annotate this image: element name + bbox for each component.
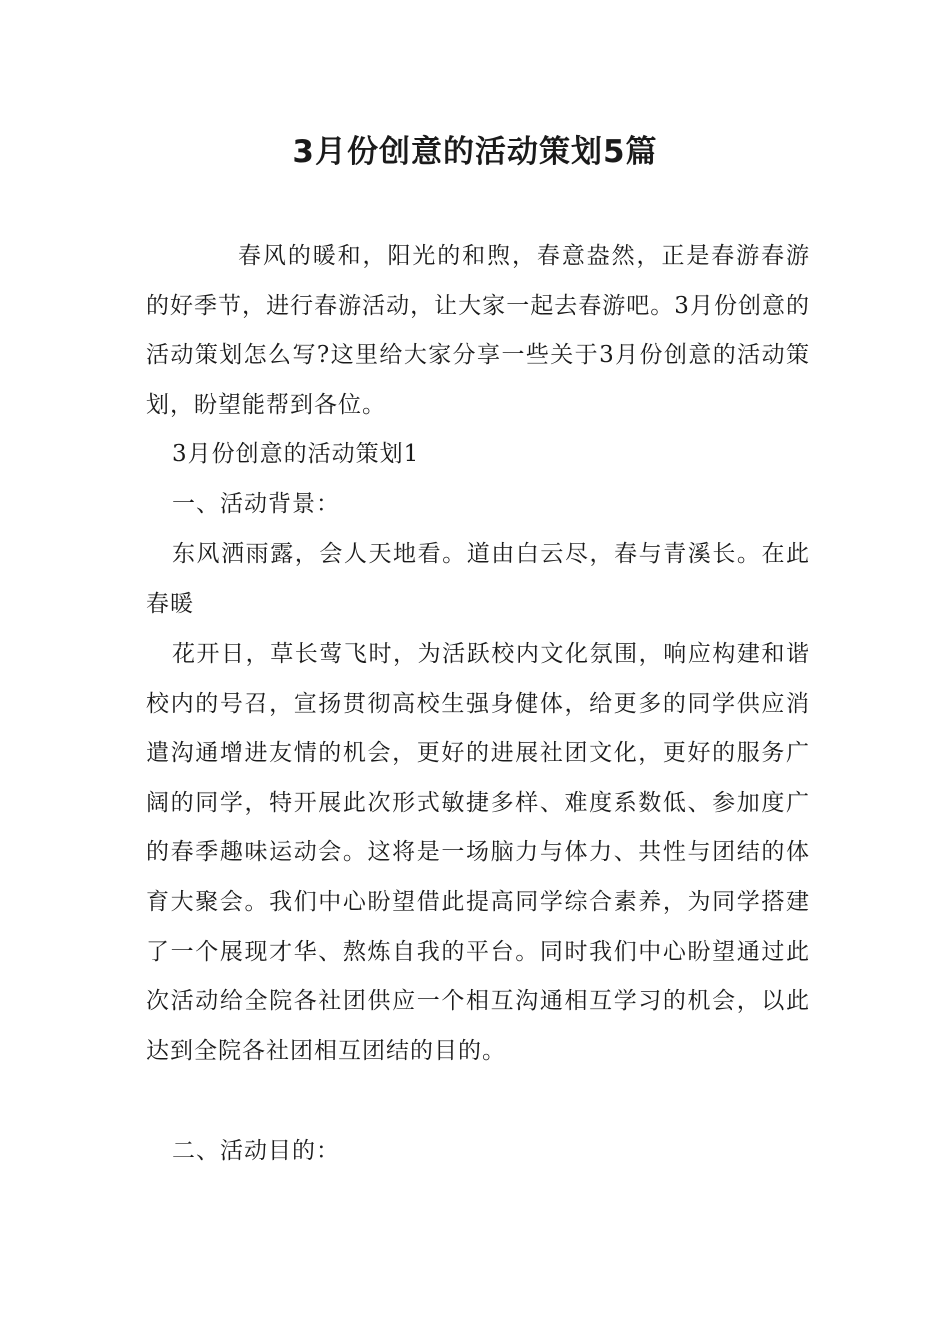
section-2-heading: 二、活动目的： <box>172 1138 340 1164</box>
section-1-heading: 一、活动背景： <box>172 491 340 517</box>
intro-paragraph: 春风的暖和，阳光的和煦，春意盎然，正是春游春游的好季节，进行春游活动，让大家一起去春游吧。3月份创意的活动策划怎么写?这里给大家分享一些关于3月份创意的活动策划，盼望能帮到各位。 <box>146 243 810 418</box>
subtitle-plan-1: 3月份创意的活动策划1 <box>172 441 420 467</box>
section-1-paragraph-b: 花开日，草长莺飞时，为活跃校内文化氛围，响应构建和谐校内的号召，宣扬贯彻高校生强身健体，给更多的同学供应消遣沟通增进友情的机会，更好的进展社团文化，更好的服务广阔的同学，特开展此次形式敏捷多样、难度系数低、参加度广的春季趣味运动会。这将是一场脑力与体力、共性与团结的体育大聚会。我们中心盼望借此提高同学综合素养，为同学搭建了一个展现才华、熬炼自我的平台。同时我们中心盼望通过此次活动给全院各社团供应一个相互沟通相互学习的机会，以此达到全院各社团相互团结的目的。 <box>146 641 810 1064</box>
section-1-paragraph-a: 东风洒雨露，会人天地看。道由白云尽，春与青溪长。在此春暖 <box>146 541 810 617</box>
document-title: 3月份创意的活动策划5篇 <box>292 134 658 170</box>
